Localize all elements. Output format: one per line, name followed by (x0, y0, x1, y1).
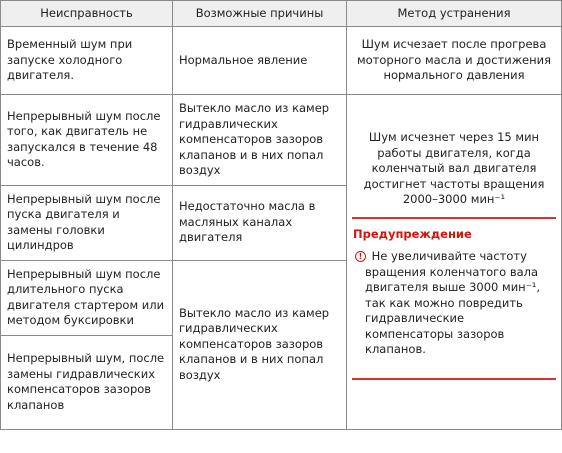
fault-cell: Непрерывный шум после того, как двигатель не запускался в течение 48 часов. (1, 95, 173, 186)
cause-cell: Нормальное явление (173, 27, 347, 95)
warning-circle-icon: ! (355, 251, 366, 262)
table-row (1, 27, 562, 95)
fault-cell: Непрерывный шум, после замены гидравлических компенсаторов зазоров клапанов (1, 335, 173, 429)
fix-cell: Шум исчезает после прогрева моторного масла и достижения нормального давления (347, 27, 562, 95)
warning-text: Не увеличивайте частоту вращения коленчатого вала двигателя выше 3000 мин⁻¹, так как можно повредить гидравлические компенсаторы зазоров клапанов. (365, 249, 541, 356)
warning-divider-bottom (352, 378, 556, 380)
fix-cell-merged (347, 95, 562, 430)
column-header-fault: Неисправность (1, 1, 173, 27)
warning-title: Предупреждение (353, 226, 472, 241)
fault-cell: Непрерывный шум после пуска двигателя и замены головки цилиндров (1, 185, 173, 260)
warning-text-block (353, 249, 555, 358)
fix-text: Шум исчезнет через 15 мин работы двигателя, когда коленчатый вал двигателя достигнет частоты вращения 2000–3000 мин⁻¹ (363, 130, 545, 206)
fault-cell: Непрерывный шум после длительного пуска двигателя стартером или методом буксировки (1, 260, 173, 335)
cause-cell-merged: Вытекло масло из камер гидравлических компенсаторов зазоров клапанов и в них попал воздух (173, 260, 347, 429)
table-row (1, 95, 562, 186)
column-header-fix: Метод устранения (347, 1, 562, 27)
column-header-cause: Возможные причины (173, 1, 347, 27)
cause-cell: Вытекло масло из камер гидравлических компенсаторов зазоров клапанов и в них попал воздух (173, 95, 347, 186)
table-header-row (1, 1, 562, 27)
cause-cell: Недостаточно масла в масляных каналах двигателя (173, 185, 347, 260)
fault-cell: Временный шум при запуске холодного двигателя. (1, 27, 173, 95)
warning-divider-top (352, 217, 556, 219)
